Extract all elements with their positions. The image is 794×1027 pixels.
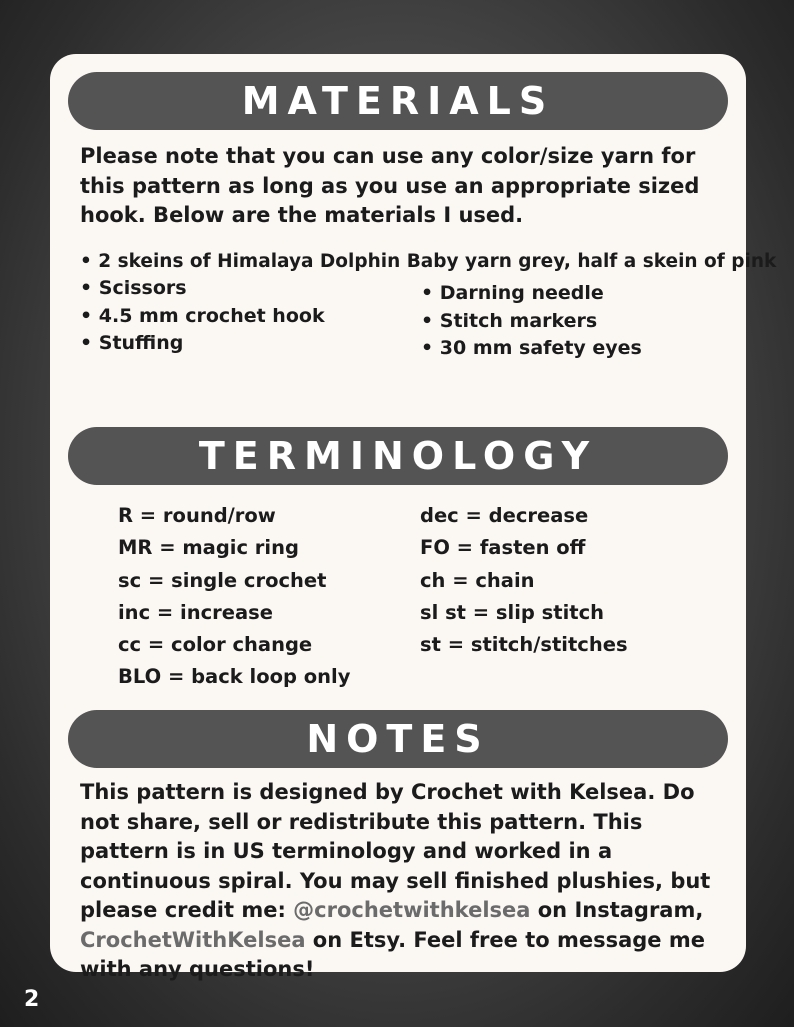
notes-text-part2: on Instagram,: [537, 898, 704, 922]
terminology-right-list: [420, 500, 628, 661]
materials-intro: Please note that you can use any color/size yarn for this pattern as long as you use an appropriate sized hook. Below are the materials I used.: [80, 144, 700, 227]
term-item: sl st = slip stitch: [420, 600, 605, 624]
materials-item: • Darning needle: [421, 280, 642, 308]
terminology-left-list: [118, 500, 350, 694]
terminology-banner: [68, 427, 728, 485]
materials-heading: MATERIALS: [241, 79, 555, 123]
content-card: [50, 54, 777, 981]
term-item: R = round/row: [118, 504, 276, 527]
term-item: cc = color change: [118, 633, 313, 657]
term-item: ch = chain: [420, 568, 535, 592]
term-item: sc = single crochet: [118, 568, 327, 592]
materials-left-list: [80, 275, 325, 358]
page-number: 2: [24, 987, 40, 1012]
term-item: inc = increase: [118, 600, 274, 624]
etsy-handle[interactable]: CrochetWithKelsea: [80, 927, 306, 952]
materials-right-list: [421, 280, 642, 363]
materials-banner: [68, 72, 728, 130]
notes-banner: [68, 710, 728, 768]
term-item: FO = fasten off: [420, 536, 586, 560]
notes-text-part3: on Etsy. Feel free to message me with any questions!: [80, 927, 705, 981]
term-item: BLO = back loop only: [118, 665, 351, 689]
term-item: MR = magic ring: [118, 536, 299, 560]
materials-yarn-list: [80, 248, 776, 276]
materials-item: • Stitch markers: [421, 308, 642, 336]
term-item: st = stitch/stitches: [420, 633, 628, 657]
materials-item: • Stuffing: [80, 330, 325, 358]
notes-heading: NOTES: [306, 717, 490, 761]
notes-text: [80, 778, 720, 985]
materials-item: • 4.5 mm crochet hook: [80, 303, 325, 331]
term-item: dec = decrease: [420, 504, 589, 527]
terminology-heading: TERMINOLOGY: [198, 434, 598, 478]
materials-item: • 30 mm safety eyes: [421, 335, 642, 363]
instagram-handle[interactable]: @crochetwithkelsea: [293, 898, 531, 922]
materials-yarn-item: • 2 skeins of Himalaya Dolphin Baby yarn grey, half a skein of pink: [80, 248, 776, 276]
materials-item: • Scissors: [80, 275, 325, 303]
notes-text-part1: This pattern is designed by Crochet with Kelsea. Do not share, sell or redistribute this pattern. This pattern is in US terminology and worked in a continuous spiral. You may sell finished plushies, but please credit me:: [80, 780, 711, 922]
